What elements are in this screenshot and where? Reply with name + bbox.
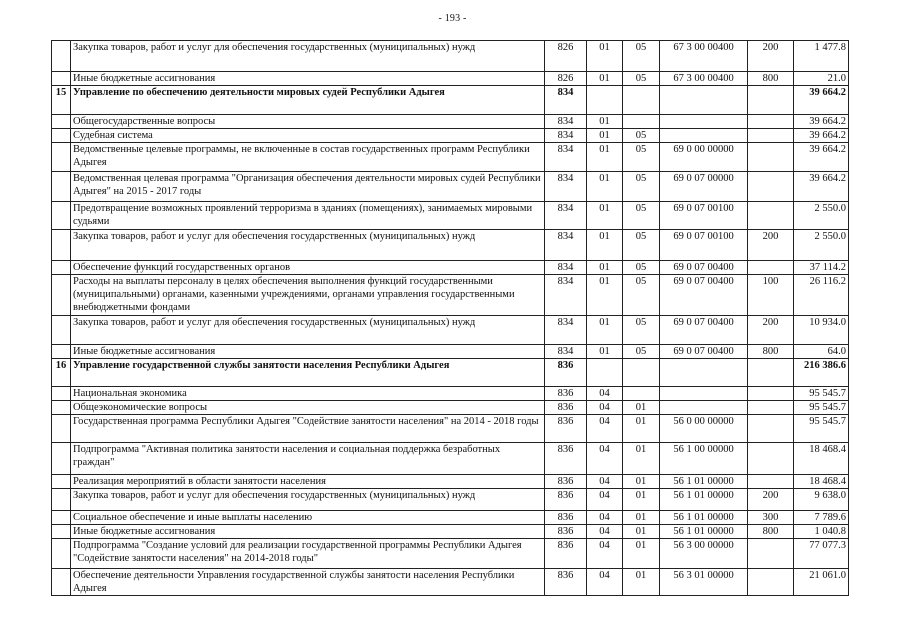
- row-number: [52, 275, 71, 316]
- row-section-code: 01: [587, 129, 623, 143]
- row-name: Подпрограмма "Создание условий для реализации государственной программы Республики Адыгея "Содействие занятости населения" на 2014-2018 годы": [71, 539, 545, 569]
- row-name: Ведомственные целевые программы, не включенные в состав государственных программ Республики Адыгея: [71, 143, 545, 172]
- row-number: [52, 511, 71, 525]
- row-name: Иные бюджетные ассигнования: [71, 525, 545, 539]
- row-section-code: [587, 359, 623, 387]
- row-amount: 10 934.0: [794, 316, 849, 345]
- row-name: Расходы на выплаты персоналу в целях обеспечения выполнения функций государственными (муниципальными) органами, казенными учреждениями, органами управления государственными внебюджетными фондами: [71, 275, 545, 316]
- row-department-code: 836: [545, 415, 587, 443]
- row-name: Обеспечение функций государственных органов: [71, 261, 545, 275]
- row-section-code: [587, 86, 623, 115]
- row-subsection-code: 05: [623, 275, 660, 316]
- row-subsection-code: 01: [623, 511, 660, 525]
- row-amount: 18 468.4: [794, 475, 849, 489]
- row-target-article-code: 69 0 07 00400: [660, 275, 748, 316]
- table-row: [52, 230, 849, 261]
- row-section-code: 04: [587, 401, 623, 415]
- row-subsection-code: 01: [623, 525, 660, 539]
- row-number: [52, 569, 71, 596]
- row-expense-type-code: 800: [748, 345, 794, 359]
- table-row: [52, 202, 849, 230]
- row-expense-type-code: [748, 569, 794, 596]
- row-department-code: 836: [545, 525, 587, 539]
- row-number: [52, 387, 71, 401]
- row-subsection-code: 05: [623, 72, 660, 86]
- row-department-code: 834: [545, 345, 587, 359]
- table-row: [52, 387, 849, 401]
- row-target-article-code: 69 0 07 00000: [660, 172, 748, 202]
- table-row: [52, 359, 849, 387]
- row-subsection-code: [623, 115, 660, 129]
- row-subsection-code: 05: [623, 41, 660, 72]
- row-expense-type-code: 300: [748, 511, 794, 525]
- table-row: [52, 115, 849, 129]
- row-amount: 95 545.7: [794, 401, 849, 415]
- row-section-code: 01: [587, 41, 623, 72]
- row-number: [52, 72, 71, 86]
- row-department-code: 834: [545, 129, 587, 143]
- row-amount: 2 550.0: [794, 230, 849, 261]
- row-section-code: 04: [587, 489, 623, 511]
- row-subsection-code: 05: [623, 143, 660, 172]
- row-name: Иные бюджетные ассигнования: [71, 345, 545, 359]
- row-subsection-code: 01: [623, 475, 660, 489]
- row-subsection-code: 01: [623, 489, 660, 511]
- row-subsection-code: [623, 359, 660, 387]
- row-target-article-code: 56 1 01 00000: [660, 511, 748, 525]
- row-section-code: 01: [587, 202, 623, 230]
- row-name: Подпрограмма "Активная политика занятости населения и социальная поддержка безработных граждан": [71, 443, 545, 475]
- row-subsection-code: 05: [623, 129, 660, 143]
- row-target-article-code: 69 0 07 00100: [660, 230, 748, 261]
- row-subsection-code: 01: [623, 539, 660, 569]
- row-department-code: 834: [545, 172, 587, 202]
- table-row: [52, 443, 849, 475]
- row-subsection-code: 05: [623, 316, 660, 345]
- row-expense-type-code: 200: [748, 41, 794, 72]
- row-department-code: 834: [545, 86, 587, 115]
- row-target-article-code: 69 0 07 00400: [660, 316, 748, 345]
- row-target-article-code: [660, 387, 748, 401]
- row-expense-type-code: 200: [748, 316, 794, 345]
- row-amount: 95 545.7: [794, 415, 849, 443]
- row-amount: 77 077.3: [794, 539, 849, 569]
- table-row: [52, 41, 849, 72]
- row-section-code: 01: [587, 230, 623, 261]
- row-expense-type-code: [748, 129, 794, 143]
- row-subsection-code: 01: [623, 569, 660, 596]
- row-subsection-code: 01: [623, 415, 660, 443]
- row-amount: 7 789.6: [794, 511, 849, 525]
- row-expense-type-code: [748, 143, 794, 172]
- row-name: Общегосударственные вопросы: [71, 115, 545, 129]
- row-expense-type-code: [748, 261, 794, 275]
- row-subsection-code: 05: [623, 230, 660, 261]
- row-department-code: 834: [545, 261, 587, 275]
- row-target-article-code: 67 3 00 00400: [660, 41, 748, 72]
- row-amount: 18 468.4: [794, 443, 849, 475]
- row-number: [52, 41, 71, 72]
- row-section-code: 01: [587, 143, 623, 172]
- table-row: [52, 401, 849, 415]
- table-row: [52, 345, 849, 359]
- row-amount: 2 550.0: [794, 202, 849, 230]
- row-section-code: 01: [587, 345, 623, 359]
- row-name: Социальное обеспечение и иные выплаты населению: [71, 511, 545, 525]
- row-department-code: 836: [545, 489, 587, 511]
- row-number: [52, 415, 71, 443]
- table-row: [52, 316, 849, 345]
- row-section-code: 04: [587, 525, 623, 539]
- row-amount: 39 664.2: [794, 86, 849, 115]
- row-target-article-code: 56 1 00 00000: [660, 443, 748, 475]
- row-amount: 1 040.8: [794, 525, 849, 539]
- row-number: [52, 525, 71, 539]
- row-number: [52, 316, 71, 345]
- row-section-code: 04: [587, 475, 623, 489]
- row-amount: 37 114.2: [794, 261, 849, 275]
- row-expense-type-code: [748, 115, 794, 129]
- row-number: [52, 539, 71, 569]
- row-department-code: 836: [545, 359, 587, 387]
- row-subsection-code: [623, 387, 660, 401]
- row-name: Закупка товаров, работ и услуг для обеспечения государственных (муниципальных) нужд: [71, 316, 545, 345]
- row-target-article-code: 69 0 07 00100: [660, 202, 748, 230]
- row-expense-type-code: 200: [748, 230, 794, 261]
- row-subsection-code: 05: [623, 172, 660, 202]
- row-expense-type-code: [748, 202, 794, 230]
- row-department-code: 836: [545, 511, 587, 525]
- row-subsection-code: 05: [623, 202, 660, 230]
- row-target-article-code: [660, 115, 748, 129]
- row-department-code: 826: [545, 41, 587, 72]
- row-number: [52, 489, 71, 511]
- row-name: Предотвращение возможных проявлений терроризма в зданиях (помещениях), занимаемых мировыми судьями: [71, 202, 545, 230]
- row-expense-type-code: [748, 415, 794, 443]
- row-amount: 1 477.8: [794, 41, 849, 72]
- row-target-article-code: 56 1 01 00000: [660, 525, 748, 539]
- row-name: Закупка товаров, работ и услуг для обеспечения государственных (муниципальных) нужд: [71, 489, 545, 511]
- table-row: [52, 489, 849, 511]
- row-name: Национальная экономика: [71, 387, 545, 401]
- row-department-code: 834: [545, 316, 587, 345]
- row-department-code: 836: [545, 569, 587, 596]
- row-expense-type-code: [748, 172, 794, 202]
- table-row: [52, 172, 849, 202]
- row-amount: 39 664.2: [794, 172, 849, 202]
- row-number: [52, 345, 71, 359]
- row-subsection-code: 01: [623, 443, 660, 475]
- row-amount: 39 664.2: [794, 115, 849, 129]
- row-section-code: 01: [587, 261, 623, 275]
- row-expense-type-code: [748, 359, 794, 387]
- row-expense-type-code: 800: [748, 72, 794, 86]
- row-expense-type-code: 100: [748, 275, 794, 316]
- row-number: [52, 230, 71, 261]
- row-name: Закупка товаров, работ и услуг для обеспечения государственных (муниципальных) нужд: [71, 230, 545, 261]
- row-amount: 64.0: [794, 345, 849, 359]
- row-expense-type-code: [748, 86, 794, 115]
- row-number: [52, 129, 71, 143]
- row-department-code: 834: [545, 143, 587, 172]
- row-department-code: 836: [545, 443, 587, 475]
- table-row: [52, 143, 849, 172]
- row-expense-type-code: [748, 539, 794, 569]
- row-target-article-code: [660, 129, 748, 143]
- row-department-code: 836: [545, 539, 587, 569]
- row-department-code: 834: [545, 230, 587, 261]
- row-target-article-code: 56 0 00 00000: [660, 415, 748, 443]
- row-expense-type-code: [748, 401, 794, 415]
- page-number: - 193 -: [438, 13, 467, 24]
- row-expense-type-code: 200: [748, 489, 794, 511]
- row-expense-type-code: 800: [748, 525, 794, 539]
- row-department-code: 836: [545, 401, 587, 415]
- table-row: [52, 72, 849, 86]
- row-number: [52, 443, 71, 475]
- row-amount: 26 116.2: [794, 275, 849, 316]
- table-row: [52, 261, 849, 275]
- budget-table: [51, 40, 849, 596]
- table-row: [52, 275, 849, 316]
- row-name: Реализация мероприятий в области занятости населения: [71, 475, 545, 489]
- row-section-code: 04: [587, 511, 623, 525]
- row-subsection-code: 01: [623, 401, 660, 415]
- row-department-code: 836: [545, 475, 587, 489]
- row-section-code: 01: [587, 316, 623, 345]
- row-department-code: 836: [545, 387, 587, 401]
- row-expense-type-code: [748, 443, 794, 475]
- row-target-article-code: 56 1 01 00000: [660, 475, 748, 489]
- row-department-code: 834: [545, 202, 587, 230]
- row-subsection-code: 05: [623, 345, 660, 359]
- row-amount: 95 545.7: [794, 387, 849, 401]
- row-section-code: 04: [587, 539, 623, 569]
- row-department-code: 834: [545, 275, 587, 316]
- table-row: [52, 415, 849, 443]
- row-name: Государственная программа Республики Адыгея "Содействие занятости населения" на 2014 - 2018 годы: [71, 415, 545, 443]
- row-section-code: 04: [587, 443, 623, 475]
- row-amount: 9 638.0: [794, 489, 849, 511]
- row-number: [52, 401, 71, 415]
- row-department-code: 826: [545, 72, 587, 86]
- row-target-article-code: 56 3 00 00000: [660, 539, 748, 569]
- row-name: Общеэкономические вопросы: [71, 401, 545, 415]
- row-number: [52, 115, 71, 129]
- row-number: 15: [52, 86, 71, 115]
- row-subsection-code: [623, 86, 660, 115]
- row-name: Ведомственная целевая программа "Организация обеспечения деятельности мировых судей Республики Адыгея" на 2015 - 2017 годы: [71, 172, 545, 202]
- table-row: [52, 475, 849, 489]
- table-row: [52, 569, 849, 596]
- row-target-article-code: 69 0 07 00400: [660, 261, 748, 275]
- row-target-article-code: 56 1 01 00000: [660, 489, 748, 511]
- row-name: Управление по обеспечению деятельности мировых судей Республики Адыгея: [71, 86, 545, 115]
- row-section-code: 04: [587, 415, 623, 443]
- row-section-code: 04: [587, 569, 623, 596]
- row-amount: 216 386.6: [794, 359, 849, 387]
- row-number: [52, 261, 71, 275]
- row-department-code: 834: [545, 115, 587, 129]
- row-section-code: 04: [587, 387, 623, 401]
- row-subsection-code: 05: [623, 261, 660, 275]
- row-name: Закупка товаров, работ и услуг для обеспечения государственных (муниципальных) нужд: [71, 41, 545, 72]
- row-name: Судебная система: [71, 129, 545, 143]
- row-number: [52, 202, 71, 230]
- row-target-article-code: [660, 359, 748, 387]
- table-row: [52, 86, 849, 115]
- row-target-article-code: 69 0 07 00400: [660, 345, 748, 359]
- row-target-article-code: [660, 401, 748, 415]
- row-target-article-code: 67 3 00 00400: [660, 72, 748, 86]
- row-amount: 21.0: [794, 72, 849, 86]
- row-target-article-code: [660, 86, 748, 115]
- row-section-code: 01: [587, 115, 623, 129]
- row-target-article-code: 69 0 00 00000: [660, 143, 748, 172]
- row-section-code: 01: [587, 275, 623, 316]
- row-expense-type-code: [748, 475, 794, 489]
- row-section-code: 01: [587, 172, 623, 202]
- row-amount: 21 061.0: [794, 569, 849, 596]
- row-section-code: 01: [587, 72, 623, 86]
- row-number: [52, 172, 71, 202]
- table-row: [52, 511, 849, 525]
- row-number: [52, 143, 71, 172]
- row-number: 16: [52, 359, 71, 387]
- row-expense-type-code: [748, 387, 794, 401]
- row-number: [52, 475, 71, 489]
- row-name: Управление государственной службы занятости населения Республики Адыгея: [71, 359, 545, 387]
- row-amount: 39 664.2: [794, 129, 849, 143]
- row-name: Обеспечение деятельности Управления государственной службы занятости населения Республики Адыгея: [71, 569, 545, 596]
- table-row: [52, 539, 849, 569]
- table-row: [52, 525, 849, 539]
- row-amount: 39 664.2: [794, 143, 849, 172]
- row-target-article-code: 56 3 01 00000: [660, 569, 748, 596]
- row-name: Иные бюджетные ассигнования: [71, 72, 545, 86]
- table-row: [52, 129, 849, 143]
